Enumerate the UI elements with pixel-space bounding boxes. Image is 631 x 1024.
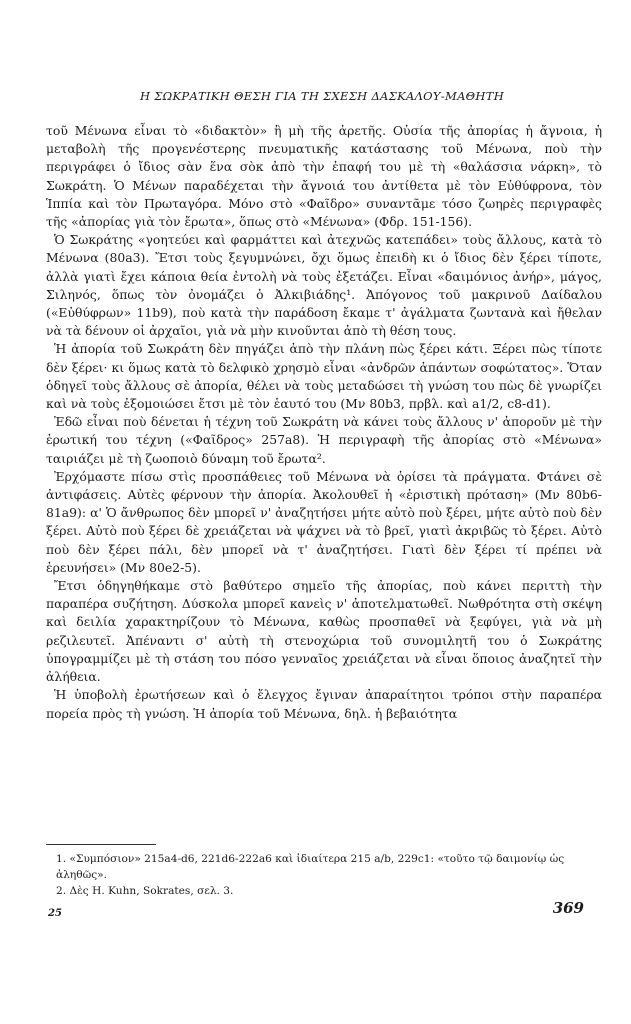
- paragraph: Ἐρχόμαστε πίσω στὶς προσπάθειες τοῦ Μένωνα νὰ ὁρίσει τὰ πράγματα. Φτάνει σὲ ἀντιφάσεις. Αὐτὲς φέρνουν τὴν ἀπορία. Ἀκολουθεῖ ἡ «ἐριστικὴ πρόταση» (Μν 80b6-81a9): α' Ὁ ἄνθρωπος δὲν μπορεῖ ν' ἀναζητήσει μήτε αὐτὸ ποὺ ξέρει, μήτε αὐτὸ ποὺ δὲν ξέρει. Αὐτὸ ποὺ ξέρει δὲ χρειάζεται νὰ ψάχνει νὰ τὸ βρεῖ, γιατὶ ἀκριβῶς τὸ ξέρει. Αὐτὸ ποὺ δὲν ξέρει πάλι, δὲν μπορεῖ νὰ τ' ἀναζητήσει. Γιατὶ δὲν ξέρει τί πρέπει νὰ ἐρευνήσει» (Μν 80e2-5).: [46, 468, 602, 575]
- page-number: 369: [552, 899, 584, 917]
- paragraph: Ἡ ἀπορία τοῦ Σωκράτη δὲν πηγάζει ἀπὸ τὴν πλάνη πὼς ξέρει κάτι. Ξέρει πὼς τίποτε δὲν ξέρει· κι ὅμως κατὰ τὸ δελφικὸ χρησμὸ εἶναι «ἀνδρῶν ἁπάντων σοφώτατος». Ὅταν ὁδηγεῖ τοὺς ἄλλους σὲ ἀπορία, θέλει νὰ τοὺς μεταδώσει τὴ γνώση του πὼς δὲ γνωρίζει καὶ νὰ τοὺς ἐξομοιώσει ἔτσι μὲ τὸν ἑαυτό του (Μν 80b3, πρβλ. καὶ a1/2, c8-d1).: [46, 341, 602, 412]
- running-header: Η ΣΩΚΡΑΤΙΚΗ ΘΕΣΗ ΓΙΑ ΤΗ ΣΧΕΣΗ ΔΑΣΚΑΛΟΥ-ΜΑΘΗΤΗ: [139, 89, 505, 103]
- footnote: 1. «Συμπόσιον» 215a4-d6, 221d6-222a6 καὶ ἰδιαίτερα 215 a/b, 229c1: «τοῦτο τῷ δαιμονίῳ ὡς ἀληθῶς».: [56, 853, 565, 881]
- paragraph: Ἐδῶ εἶναι ποὺ δένεται ἡ τέχνη τοῦ Σωκράτη νὰ κάνει τοὺς ἄλλους ν' ἀποροῦν μὲ τὴν ἐρωτική του τέχνη («Φαῖδρος» 257a8). Ἡ περιγραφὴ τῆς ἀπορίας στὸ «Μένωνα» ταιριάζει μὲ τὴ ζωοποιὸ δύναμη τοῦ ἔρωτα².: [46, 414, 602, 466]
- paragraph: Ὁ Σωκράτης «γοητεύει καὶ φαρμάττει καὶ ἀτεχνῶς κατεπάδει» τοὺς ἄλλους, κατὰ τὸ Μένωνα (80a3). Ἔτσι τοὺς ξεγυμνώνει, ὄχι ὅμως ἐπειδὴ κι ὁ ἴδιος δὲν ξέρει τίποτε, ἀλλὰ γιατὶ ἔχει κάποια θεία ἐντολὴ νὰ τοὺς ἐξετάζει. Εἶναι «δαιμόνιος ἀνήρ», μάγος, Σιληνός, ὅπως τὸν ὀνομάζει ὁ Ἀλκιβιάδης¹. Ἀπόγονος τοῦ μακρινοῦ Δαίδαλου («Εὐθύφρων» 11b9), ποὺ κατὰ τὴν παράδοση ἔκαμε τ' ἀγάλματα ζωντανὰ καὶ ἤθελαν νὰ τὰ δένουν οἱ ἀρχαῖοι, γιὰ νὰ μὴν κινοῦνται ἀπὸ τὴ θέση τους.: [46, 232, 602, 339]
- paragraph: Ἔτσι ὁδηγηθήκαμε στὸ βαθύτερο σημεῖο τῆς ἀπορίας, ποὺ κάνει περιττὴ τὴν παραπέρα συζήτηση. Δύσκολα μπορεῖ κανεὶς ν' ἀποτελματωθεῖ. Νωθρότητα στὴ σκέψη καὶ δειλία χαρακτηρίζουν τὸ Μένωνα, καθὼς προσπαθεῖ νὰ ξεφύγει, γιὰ νὰ μὴ ρεζιλευτεῖ. Ἀπέναντι σ' αὐτὴ τὴ στενοχώρια τοῦ συνομιλητῆ του ὁ Σωκράτης ὑπογραμμίζει μὲ τὴ στάση του πόσο γενναῖος χρειάζεται νὰ εἶναι ὅποιος ἀναζητεῖ τὴν ἀλήθεια.: [46, 578, 602, 685]
- paragraph: τοῦ Μένωνα εἶναι τὸ «διδακτὸν» ἢ μὴ τῆς ἀρετῆς. Οὐσία τῆς ἀπορίας ἡ ἄγνοια, ἡ μεταβολὴ τῆς προγενέστερης πνευματικῆς κατάστασης τοῦ Μένωνα, ποὺ τὴν περιγράφει ὁ ἴδιος σὰν ἕνα σὸκ ἀπὸ τὴν ἐπαφή του μὲ τὴ «θαλάσσια νάρκη», τὸ Σωκράτη. Ὁ Μένων παραδέχεται τὴν ἄγνοιά του ἀντίθετα μὲ τὸν Εὐθύφρονα, τὸν Ἱππία καὶ τὸν Πρωταγόρα. Μόνο στὸ «Φαῖδρο» συναντᾶμε τόσο ζωηρὲς περιγραφὲς τῆς «ἀπορίας γιὰ τὸν ἔρωτα», ὅπως στὸ «Μένωνα» (Φδρ. 151-156).: [46, 123, 602, 230]
- main-text: [46, 122, 602, 723]
- footnote-divider: [46, 844, 156, 845]
- footnotes: [46, 844, 602, 899]
- signature-mark: 25: [48, 908, 62, 919]
- paragraph: Ἡ ὑποβολὴ ἐρωτήσεων καὶ ὁ ἔλεγχος ἔγιναν ἀπαραίτητοι τρόποι στὴν παραπέρα πορεία πρὸς τὴ γνώση. Ἡ ἀπορία τοῦ Μένωνα, δηλ. ἡ βεβαιότητα: [46, 687, 602, 721]
- footnote: 2. Δὲς H. Kuhn, Sokrates, σελ. 3.: [56, 885, 234, 897]
